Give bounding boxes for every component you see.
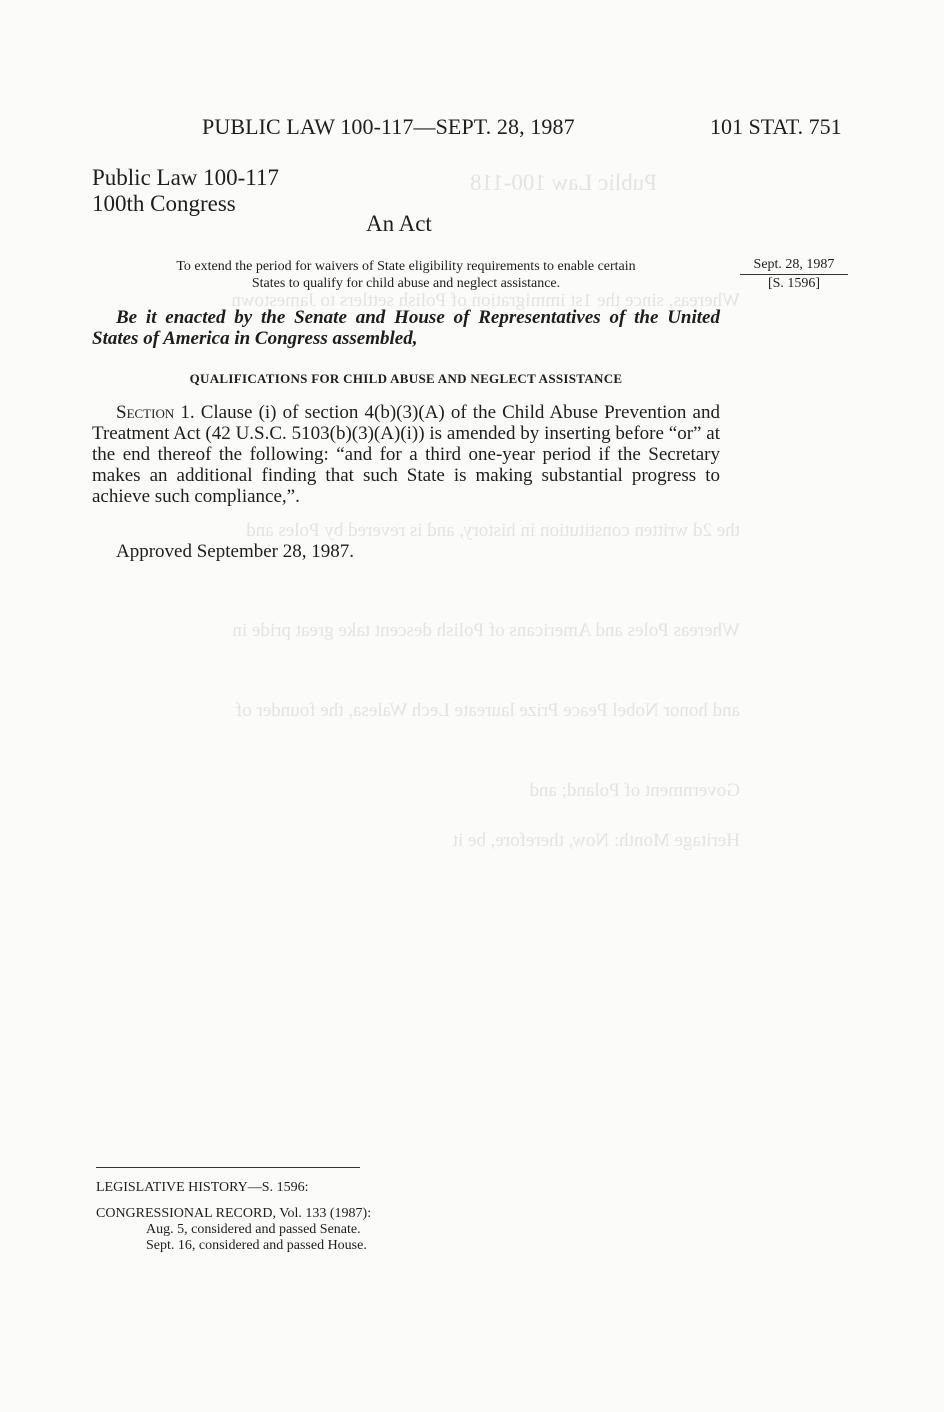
margin-bill-number: [S. 1596]: [767, 276, 821, 291]
enacting-clause: Be it enacted by the Senate and House of Representatives of the United States of America in Congress assembled,: [92, 307, 720, 349]
show-through-ghost: Heritage Month: Now, therefore, be it: [452, 830, 740, 851]
show-through-ghost: Whereas Poles and Americans of Polish descent take great pride in: [232, 620, 740, 641]
running-head: PUBLIC LAW 100-117—SEPT. 28, 1987: [202, 114, 575, 139]
show-through-ghost: and honor Nobel Peace Prize laureate Lech Walesa, the founder of: [235, 700, 740, 721]
show-through-ghost: Government of Poland; and: [529, 780, 740, 801]
section-label: Section 1.: [116, 402, 195, 423]
law-number: Public Law 100-117: [92, 165, 279, 190]
history-entry: Aug. 5, considered and passed Senate.: [146, 1222, 361, 1237]
approval-date: Approved September 28, 1987.: [116, 541, 354, 562]
statute-reference: 101 STAT. 751: [710, 114, 842, 139]
show-through-ghost: Whereas, since the 1st immigration of Polish settlers to Jamestown: [231, 290, 740, 311]
act-purpose: [92, 258, 720, 292]
section-body: Clause (i) of section 4(b)(3)(A) of the Child Abuse Prevention and Treatment Act (42 U.S.C. 5103(b)(3)(A)(i)) is amended by inserting before “or” at the end thereof the following: “and for a third one-year period if the Secretary makes an additional finding that such State is making substantial progress to achieve such compliance,”.: [92, 402, 720, 507]
purpose-line-1: To extend the period for waivers of State eligibility requirements to enable certain: [176, 259, 636, 274]
history-divider: [96, 1167, 360, 1168]
section-1-text: [92, 402, 720, 507]
margin-note: [740, 256, 848, 292]
margin-date: Sept. 28, 1987: [740, 256, 848, 275]
show-through-ghost: Public Law 100-118: [470, 170, 657, 195]
show-through-ghost: the 2d written constitution in history, and is revered by Poles and: [246, 520, 740, 541]
legislative-history-title: LEGISLATIVE HISTORY—S. 1596:: [96, 1180, 309, 1195]
congress-number: 100th Congress: [92, 191, 236, 216]
congressional-record: CONGRESSIONAL RECORD, Vol. 133 (1987):: [96, 1206, 372, 1221]
section-heading: QUALIFICATIONS FOR CHILD ABUSE AND NEGLECT ASSISTANCE: [189, 371, 623, 386]
purpose-line-2: States to qualify for child abuse and neglect assistance.: [251, 276, 561, 291]
act-title: An Act: [366, 211, 432, 236]
history-entry: Sept. 16, considered and passed House.: [146, 1238, 367, 1253]
